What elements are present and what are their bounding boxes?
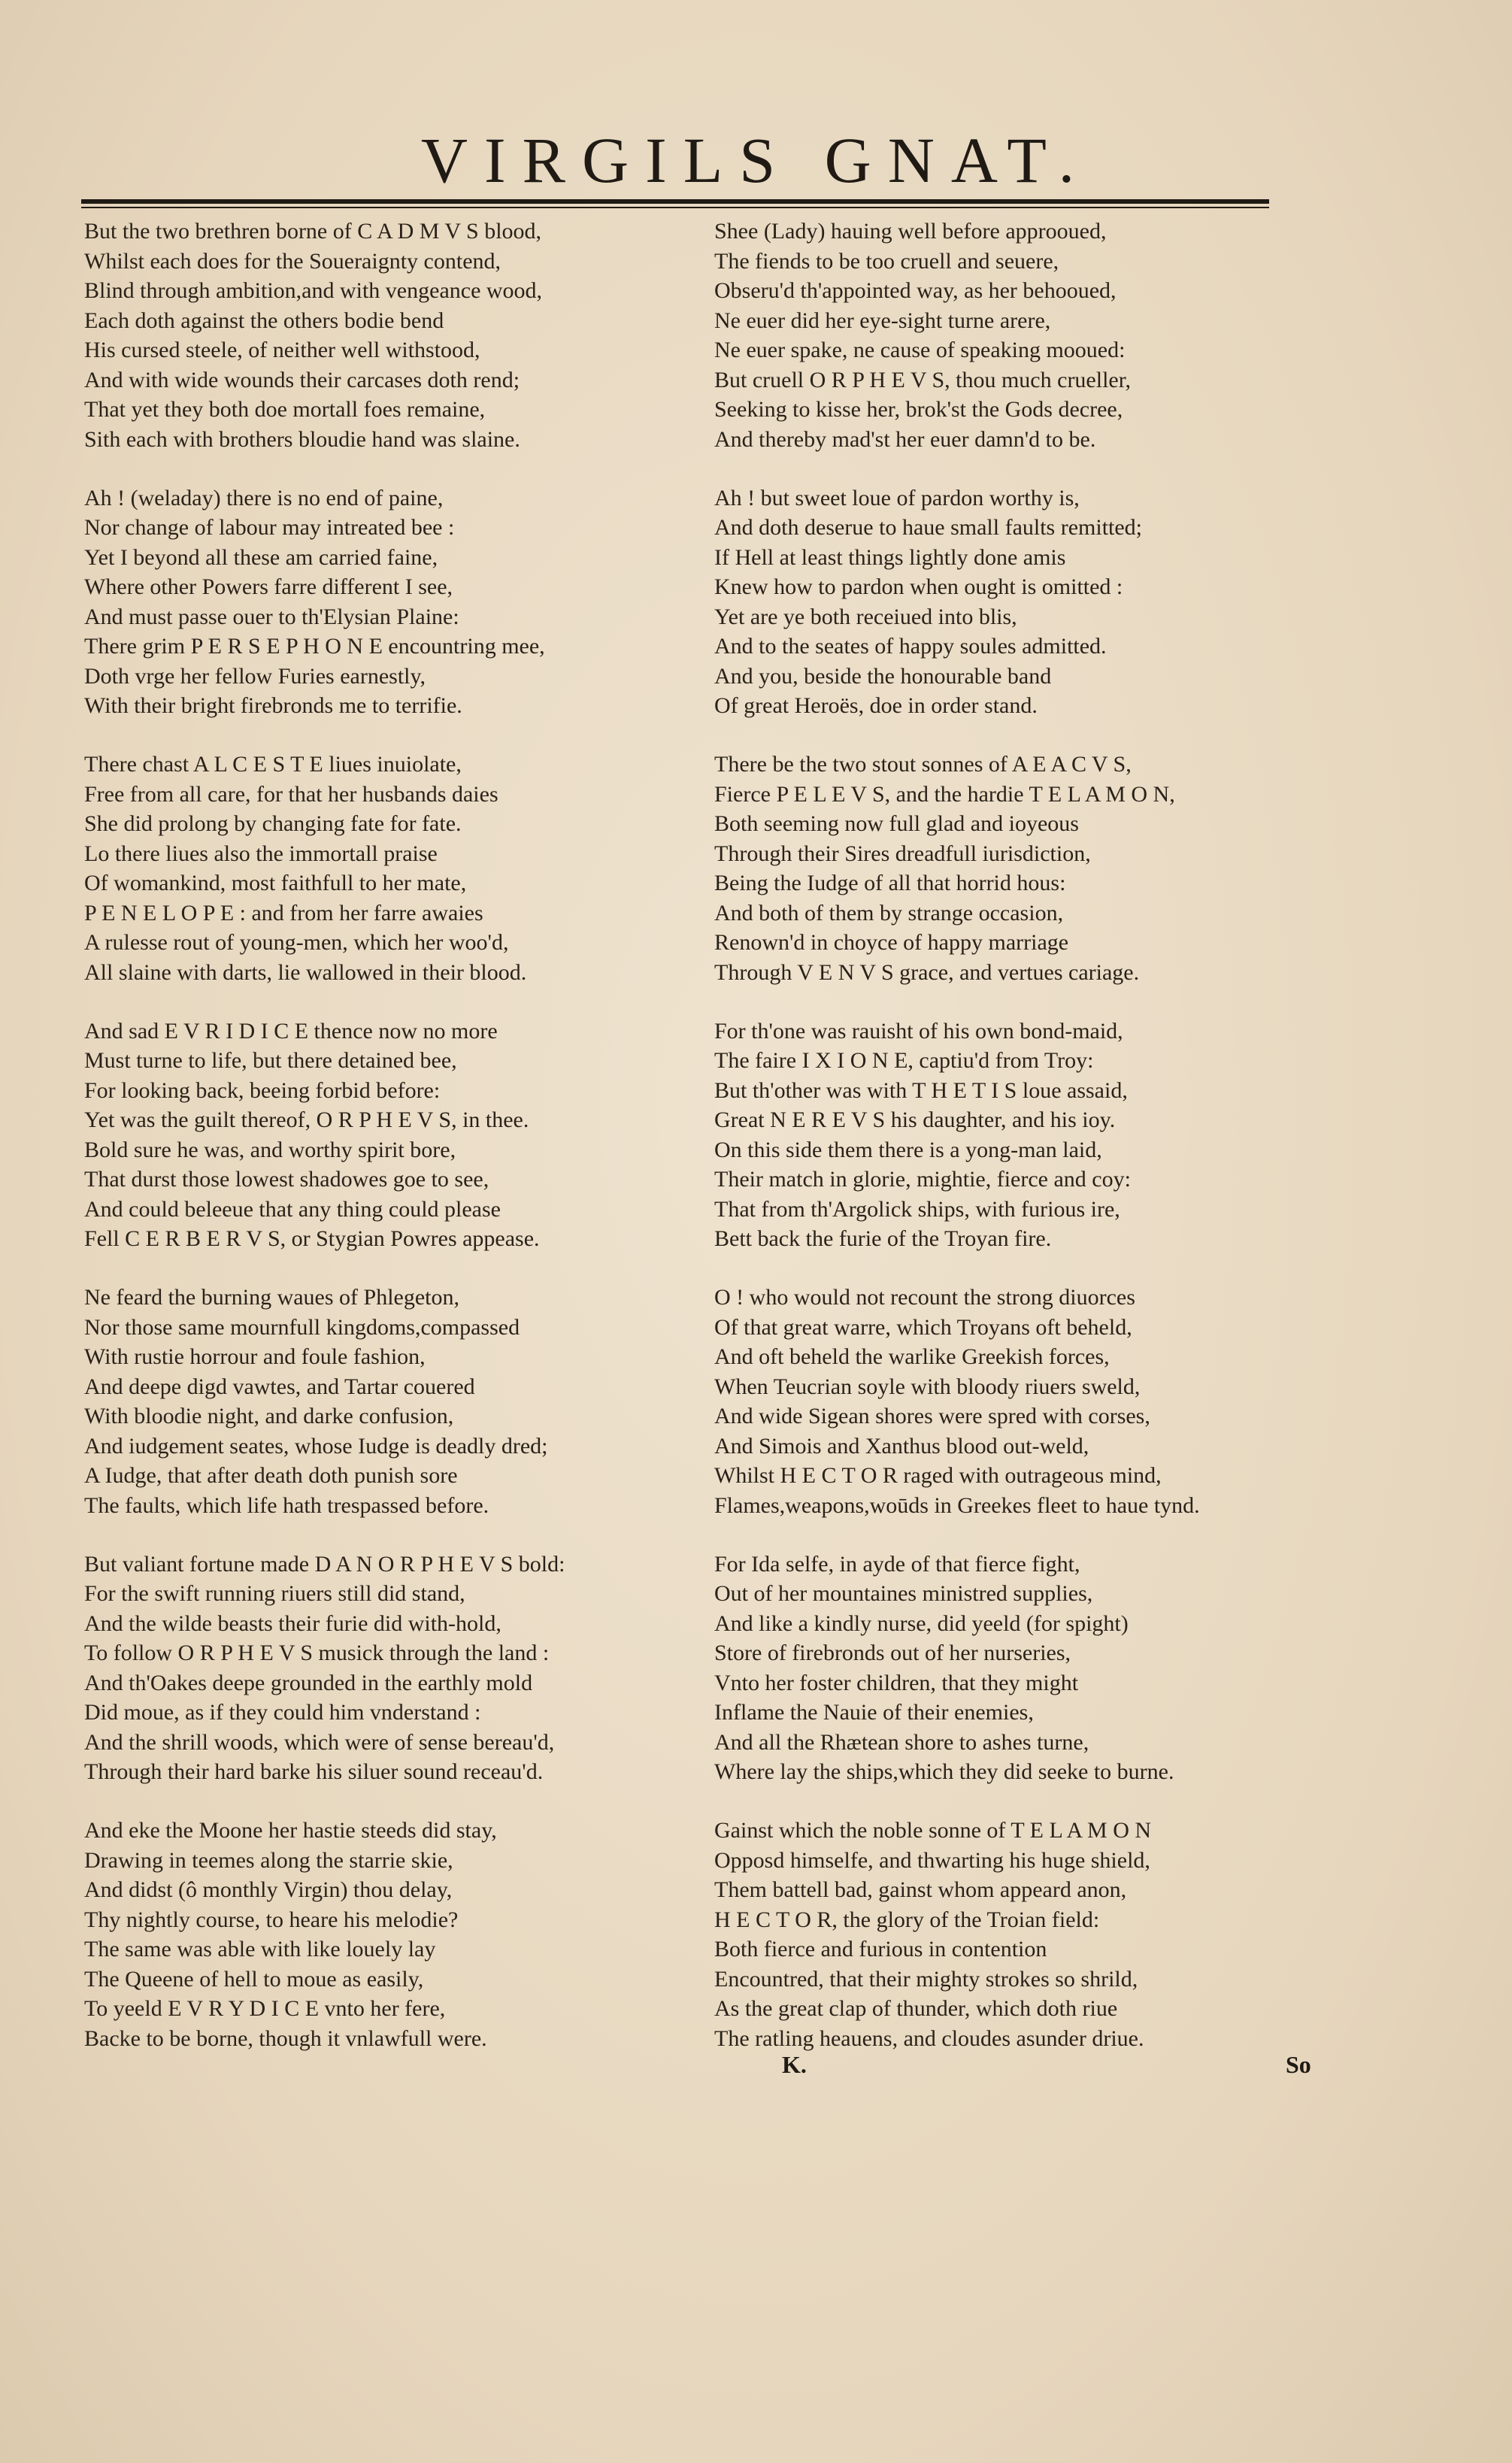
verse-line: A Iudge, that after death doth punish sore [84, 1463, 458, 1488]
verse-line: Thy nightly course, to heare his melodie? [84, 1907, 459, 1932]
verse-line: The faire I X I O N E, captiu'd from Troy: [714, 1048, 1094, 1073]
verse-line: There grim P E R S E P H O N E encountring mee, [84, 634, 545, 659]
verse-line: But the two brethren borne of C A D M V S blood, [84, 219, 542, 244]
verse-line: Each doth against the others bodie bend [84, 307, 444, 333]
verse-line: Store of firebronds out of her nurseries, [714, 1640, 1071, 1665]
verse-line: Doth vrge her fellow Furies earnestly, [84, 663, 426, 689]
verse-line: And iudgement seates, whose Iudge is deadly dred; [84, 1433, 548, 1459]
verse-line: Free from all care, for that her husbands daies [84, 781, 498, 807]
verse-line: The ratling heauens, and cloudes asunder driue. [714, 2025, 1144, 2051]
verse-line: And like a kindly nurse, did yeeld (for spight) [714, 1610, 1129, 1636]
verse-line: For Ida selfe, in ayde of that fierce fight, [714, 1551, 1080, 1577]
verse-line: And wide Sigean shores were spred with corses, [714, 1404, 1150, 1428]
verse-line: Encountred, that their mighty strokes so shrild, [714, 1966, 1138, 1992]
verse-line: His cursed steele, of neither well withstood, [84, 338, 480, 362]
stanza [714, 1016, 1316, 1254]
verse-line: Yet I beyond all these am carried faine, [84, 544, 438, 570]
verse-line: And both of them by strange occasion, [714, 900, 1064, 926]
verse-line: Fell C E R B E R V S, or Stygian Powres appease. [84, 1226, 540, 1251]
stanza [84, 1550, 686, 1787]
verse-line: The faults, which life hath trespassed before. [84, 1492, 489, 1518]
verse-line: Bold sure he was, and worthy spirit bore, [84, 1137, 456, 1162]
verse-line: Where other Powers farre different I see, [84, 574, 453, 599]
verse-line: P E N E L O P E : and from her farre awaies [84, 900, 483, 926]
verse-line: Flames,weapons,woūds in Greekes fleet to haue tynd. [714, 1492, 1200, 1518]
verse-line: For th'one was rauisht of his own bond-maid, [714, 1018, 1123, 1044]
verse-line: But valiant fortune made D A N O R P H E V S bold: [84, 1551, 565, 1577]
verse-line: Out of her mountaines ministred supplies, [714, 1581, 1093, 1606]
verse-line: Yet are ye both receiued into blis, [714, 604, 1017, 629]
verse-line: And all the Rhætean shore to ashes turne, [714, 1729, 1089, 1755]
verse-line: As the great clap of thunder, which doth riue [714, 1996, 1118, 2021]
verse-line: And didst (ô monthly Virgin) thou delay, [84, 1877, 453, 1902]
verse-line: To yeeld E V R Y D I C E vnto her fere, [84, 1996, 446, 2021]
verse-line: Shee (Lady) hauing well before approoued, [714, 219, 1107, 244]
verse-line: There chast A L C E S T E liues inuiolate, [84, 752, 462, 777]
verse-line: A rulesse rout of young-men, which her woo'd, [84, 930, 509, 955]
verse-line: Ah ! but sweet loue of pardon worthy is, [714, 485, 1080, 510]
verse-line: On this side them there is a yong-man laid, [714, 1137, 1102, 1162]
verse-line: Through their Sires dreadfull iurisdiction, [714, 841, 1091, 866]
catchword: So [1286, 2051, 1311, 2078]
verse-line: She did prolong by changing fate for fate. [84, 811, 462, 836]
stanza [84, 217, 686, 454]
verse-line: Ne euer did her eye-sight turne arere, [714, 307, 1051, 333]
verse-line: Gainst which the noble sonne of T E L A M O N [714, 1818, 1152, 1843]
verse-line: Ah ! (weladay) there is no end of paine, [84, 485, 444, 510]
verse-line: With bloodie night, and darke confusion, [84, 1404, 454, 1428]
verse-line: Through V E N V S grace, and vertues cariage. [714, 959, 1140, 985]
verse-line: Vnto her foster children, that they might [714, 1670, 1079, 1695]
verse-line: Blind through ambition,and with vengeance wood, [84, 278, 543, 303]
verse-line: That durst those lowest shadowes goe to see, [84, 1167, 489, 1192]
verse-line: For the swift running riuers still did stand, [84, 1581, 465, 1606]
verse-line: And must passe ouer to th'Elysian Plaine: [84, 604, 459, 629]
stanza [84, 1016, 686, 1254]
verse-line: The same was able with like louely lay [84, 1937, 436, 1962]
verse-line: H E C T O R, the glory of the Troian field: [714, 1907, 1100, 1932]
verse-line: Through their hard barke his siluer sound receau'd. [84, 1759, 544, 1784]
verse-line: And you, beside the honourable band [714, 663, 1052, 689]
verse-line: And deepe digd vawtes, and Tartar couered [84, 1374, 475, 1399]
verse-line: Them battell bad, gainst whom appeard anon, [714, 1877, 1127, 1902]
verse-line: If Hell at least things lightly done amis [714, 544, 1066, 570]
verse-line: For looking back, beeing forbid before: [84, 1077, 441, 1103]
verse-line: Seeking to kisse her, brok'st the Gods decree, [714, 397, 1123, 422]
verse-line: Of great Heroës, doe in order stand. [714, 693, 1038, 718]
left-column [84, 217, 686, 2083]
verse-line: Of womankind, most faithfull to her mate, [84, 871, 467, 895]
verse-line: Yet was the guilt thereof, O R P H E V S, in thee. [84, 1107, 529, 1132]
page-title: VIRGILS GNAT. [420, 124, 1092, 196]
stanza [714, 1816, 1316, 2053]
verse-line: Knew how to pardon when ought is omitted : [714, 574, 1123, 599]
verse-line: Being the Iudge of all that horrid hous: [714, 871, 1066, 895]
verse-line: O ! who would not recount the strong diuorces [714, 1285, 1135, 1310]
verse-line: To follow O R P H E V S musick through the land : [84, 1640, 550, 1665]
verse-line: With their bright firebronds me to terrifie. [84, 693, 462, 718]
verse-line: And thereby mad'st her euer damn'd to be. [714, 426, 1096, 452]
stanza [714, 217, 1316, 454]
verse-line: And doth deserue to haue small faults remitted; [714, 515, 1143, 540]
stanza [714, 1283, 1316, 1520]
header-rule-thin [81, 207, 1269, 208]
verse-line: Renown'd in choyce of happy marriage [714, 930, 1069, 955]
verse-line: Both seeming now full glad and ioyeous [714, 811, 1079, 836]
verse-line: Drawing in teemes along the starrie skie, [84, 1847, 453, 1873]
verse-line: Lo there liues also the immortall praise [84, 841, 438, 866]
verse-line: Bett back the furie of the Troyan fire. [714, 1226, 1052, 1251]
verse-line: When Teucrian soyle with bloody riuers sweld, [714, 1374, 1141, 1399]
stanza [84, 483, 686, 721]
stanza [84, 1283, 686, 1520]
verse-line: Must turne to life, but there detained bee, [84, 1048, 457, 1073]
verse-line: And eke the Moone her hastie steeds did stay, [84, 1818, 497, 1843]
verse-line: With rustie horrour and foule fashion, [84, 1344, 426, 1369]
verse-line: Backe to be borne, though it vnlawfull were. [84, 2025, 487, 2051]
signature-mark: K. [782, 2051, 807, 2078]
stanza [84, 1816, 686, 2053]
verse-line: But th'other was with T H E T I S loue assaid, [714, 1077, 1128, 1103]
verse-line: Of that great warre, which Troyans oft beheld, [714, 1314, 1132, 1340]
verse-line: Their match in glorie, mightie, fierce and coy: [714, 1167, 1131, 1192]
verse-line: And the wilde beasts their furie did with-hold, [84, 1610, 501, 1636]
verse-line: Inflame the Nauie of their enemies, [714, 1700, 1034, 1725]
verse-line: Whilst each does for the Soueraignty contend, [84, 248, 501, 274]
stanza [714, 1550, 1316, 1787]
header-rule [81, 199, 1269, 204]
verse-line: Both fierce and furious in contention [714, 1937, 1047, 1962]
verse-line: Ne euer spake, ne cause of speaking mooued: [714, 338, 1126, 362]
verse-line: And sad E V R I D I C E thence now no more [84, 1018, 498, 1044]
verse-line: And Simois and Xanthus blood out-weld, [714, 1433, 1089, 1459]
verse-line: And th'Oakes deepe grounded in the earthly mold [84, 1670, 533, 1695]
verse-line: Great N E R E V S his daughter, and his ioy. [714, 1107, 1116, 1132]
stanza [714, 750, 1316, 987]
verse-line: That from th'Argolick ships, with furious ire, [714, 1196, 1120, 1222]
verse-line: Nor those same mournfull kingdoms,compassed [84, 1314, 520, 1340]
verse-line: Obseru'd th'appointed way, as her behooued, [714, 278, 1117, 303]
verse-line: There be the two stout sonnes of A E A C V S, [714, 752, 1132, 777]
verse-line: Ne feard the burning waues of Phlegeton, [84, 1285, 460, 1310]
verse-line: That yet they both doe mortall foes remaine, [84, 397, 486, 422]
verse-line: Sith each with brothers bloudie hand was slaine. [84, 426, 520, 452]
stanza [84, 750, 686, 987]
verse-line: And oft beheld the warlike Greekish forces, [714, 1344, 1110, 1369]
verse-line: The Queene of hell to moue as easily, [84, 1966, 424, 1992]
right-column [714, 217, 1316, 2083]
verse-line: Nor change of labour may intreated bee : [84, 515, 455, 540]
verse-line: The fiends to be too cruell and seuere, [714, 248, 1059, 274]
verse-line: And the shrill woods, which were of sense bereau'd, [84, 1729, 555, 1755]
verse-line: Opposd himselfe, and thwarting his huge shield, [714, 1847, 1150, 1873]
verse-line: Where lay the ships,which they did seeke to burne. [714, 1759, 1174, 1784]
verse-line: Did moue, as if they could him vnderstand : [84, 1700, 481, 1725]
stanza [714, 483, 1316, 721]
verse-line: Fierce P E L E V S, and the hardie T E L A M O N, [714, 781, 1175, 807]
verse-line: And could beleeue that any thing could please [84, 1196, 501, 1222]
verse-line: Whilst H E C T O R raged with outrageous mind, [714, 1463, 1162, 1488]
verse-line: And to the seates of happy soules admitted. [714, 634, 1107, 659]
verse-line: And with wide wounds their carcases doth rend; [84, 367, 520, 392]
verse-line: But cruell O R P H E V S, thou much crueller, [714, 367, 1132, 392]
verse-line: All slaine with darts, lie wallowed in their blood. [84, 959, 527, 985]
